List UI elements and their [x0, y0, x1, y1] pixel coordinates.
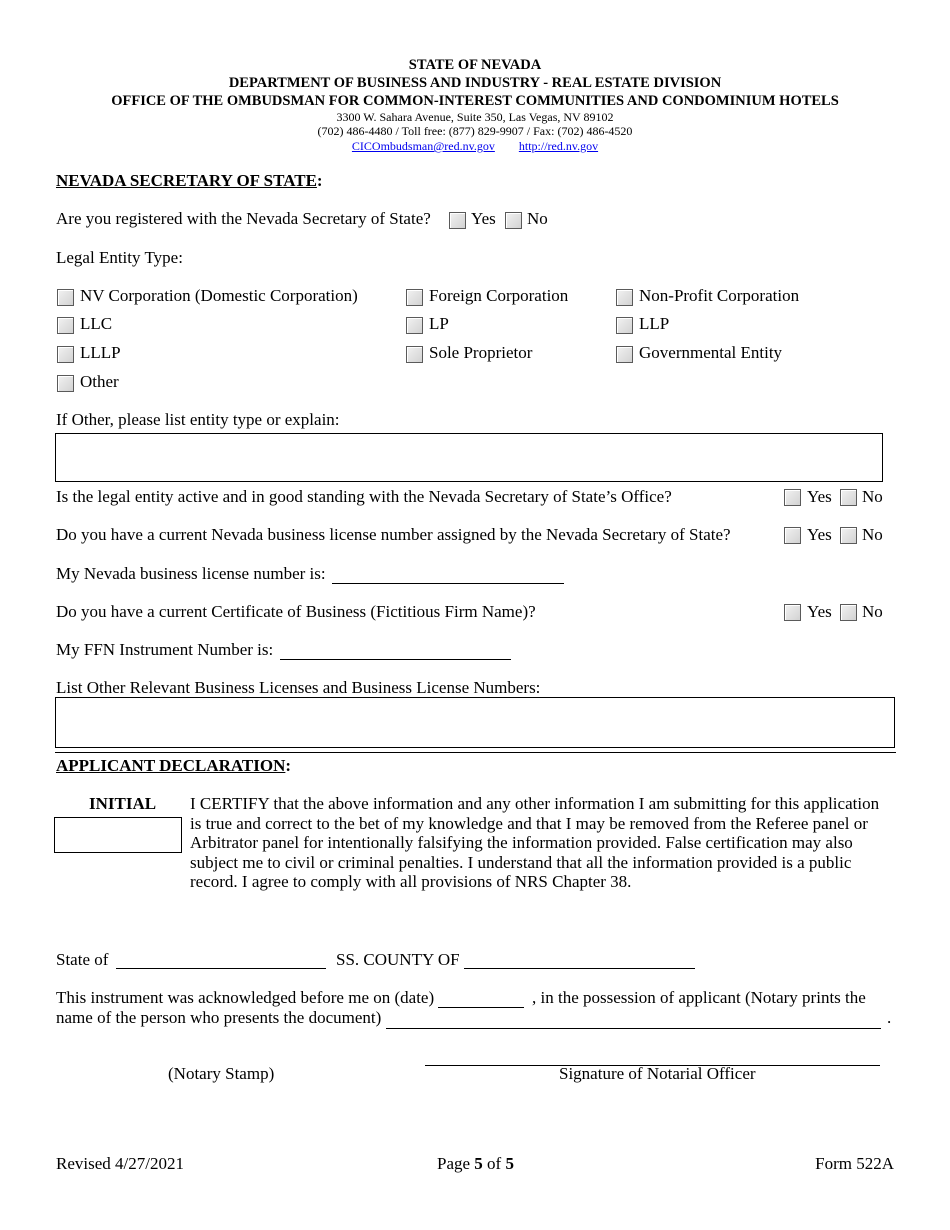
entity-other-checkbox[interactable]	[57, 375, 74, 392]
entity-governmental-label: Governmental Entity	[639, 343, 783, 362]
ffn-number-label: My FFN Instrument Number is:	[56, 640, 274, 659]
page-word: Page	[437, 1154, 471, 1173]
entity-non-profit-label: Non-Profit Corporation	[639, 286, 800, 305]
entity-nv-corporation-label: NV Corporation (Domestic Corporation)	[80, 286, 358, 305]
registered-yes-checkbox[interactable]	[449, 212, 466, 229]
license-no-checkbox[interactable]	[840, 527, 857, 544]
ffn-question: Do you have a current Certificate of Business (Fictitious Firm Name)?	[56, 602, 536, 621]
county-of-field[interactable]	[464, 968, 695, 969]
ack-text-2: , in the possession of applicant (Notary prints the	[532, 988, 866, 1007]
good-standing-no-checkbox[interactable]	[840, 489, 857, 506]
license-yes-label: Yes	[807, 525, 832, 544]
good-standing-no-label: No	[862, 487, 883, 506]
entity-llp-label: LLP	[639, 314, 670, 333]
entity-sole-proprietor-checkbox[interactable]	[406, 346, 423, 363]
header-phones: (702) 486-4480 / Toll free: (877) 829-9907 / Fax: (702) 486-4520	[317, 124, 633, 138]
ffn-yes-label: Yes	[807, 602, 832, 621]
registered-no-checkbox[interactable]	[505, 212, 522, 229]
header-state: STATE OF NEVADA	[408, 57, 542, 73]
entity-nv-corporation-checkbox[interactable]	[57, 289, 74, 306]
ack-date-field[interactable]	[438, 1007, 524, 1008]
entity-foreign-corporation-label: Foreign Corporation	[429, 286, 569, 305]
registered-no-label: No	[527, 209, 548, 228]
entity-lllp-checkbox[interactable]	[57, 346, 74, 363]
state-of-label: State of	[56, 950, 109, 969]
header-links	[0, 139, 950, 154]
sos-section-colon: :	[316, 171, 323, 190]
entity-governmental-checkbox[interactable]	[616, 346, 633, 363]
declaration-section-title	[56, 756, 291, 776]
page-indicator	[437, 1154, 514, 1174]
ffn-no-label: No	[862, 602, 883, 621]
sos-section-title	[56, 171, 323, 191]
initial-label: INITIAL	[89, 794, 157, 813]
license-number-field[interactable]	[332, 583, 564, 584]
license-question: Do you have a current Nevada business license number assigned by the Nevada Secretary of State?	[56, 525, 731, 544]
page-number: 5	[474, 1154, 483, 1173]
entity-llp-checkbox[interactable]	[616, 317, 633, 334]
registered-question: Are you registered with the Nevada Secretary of State?	[56, 209, 431, 228]
ffn-no-checkbox[interactable]	[840, 604, 857, 621]
initial-field[interactable]	[54, 817, 182, 853]
other-licenses-label: List Other Relevant Business Licenses and Business License Numbers:	[56, 678, 541, 697]
header-department: DEPARTMENT OF BUSINESS AND INDUSTRY - REAL ESTATE DIVISION	[228, 75, 722, 91]
signature-label: Signature of Notarial Officer	[559, 1064, 756, 1083]
good-standing-yes-checkbox[interactable]	[784, 489, 801, 506]
entity-sole-proprietor-label: Sole Proprietor	[429, 343, 533, 362]
ffn-number-field[interactable]	[280, 659, 511, 660]
license-yes-checkbox[interactable]	[784, 527, 801, 544]
declaration-section-heading: APPLICANT DECLARATION	[56, 756, 286, 775]
notary-stamp-label: (Notary Stamp)	[168, 1064, 275, 1083]
other-explain-label: If Other, please list entity type or explain:	[56, 410, 340, 429]
header-address: 3300 W. Sahara Avenue, Suite 350, Las Vegas, NV 89102	[336, 110, 614, 124]
entity-non-profit-checkbox[interactable]	[616, 289, 633, 306]
entity-type-label: Legal Entity Type:	[56, 248, 183, 267]
entity-foreign-corporation-checkbox[interactable]	[406, 289, 423, 306]
of-word: of	[487, 1154, 502, 1173]
header-office: OFFICE OF THE OMBUDSMAN FOR COMMON-INTEREST COMMUNITIES AND CONDOMINIUM HOTELS	[111, 93, 839, 109]
entity-llc-label: LLC	[80, 314, 113, 333]
state-of-field[interactable]	[116, 968, 326, 969]
good-standing-question: Is the legal entity active and in good standing with the Nevada Secretary of State’s Office?	[56, 487, 672, 506]
good-standing-yes-label: Yes	[807, 487, 832, 506]
ack-text-3: name of the person who presents the document)	[56, 1008, 382, 1027]
registered-yes-label: Yes	[471, 209, 496, 228]
website-link[interactable]: http://red.nv.gov	[518, 139, 599, 153]
section-divider	[55, 752, 896, 753]
entity-lp-label: LP	[429, 314, 449, 333]
entity-other-label: Other	[80, 372, 119, 391]
certify-paragraph: I CERTIFY that the above information and any other information I am submitting for this application is true and correct to the bet of my knowledge and that I may be removed from the Referee panel or Arbitrator panel for intentionally falsifying the information provided. False certification may also subject me to civil or criminal penalties. I understand that all the information provided is a public record. I agree to comply with all provisions of NRS Chapter 38.	[190, 794, 880, 892]
declaration-section-colon: :	[285, 756, 292, 775]
form-id: Form 522A	[815, 1154, 894, 1173]
other-explain-field[interactable]	[55, 433, 883, 482]
sos-section-heading: NEVADA SECRETARY OF STATE	[56, 171, 317, 190]
ack-period: .	[887, 1008, 892, 1027]
presenter-name-field[interactable]	[386, 1028, 881, 1029]
entity-llc-checkbox[interactable]	[57, 317, 74, 334]
license-number-label: My Nevada business license number is:	[56, 564, 326, 583]
entity-lp-checkbox[interactable]	[406, 317, 423, 334]
page-total: 5	[505, 1154, 514, 1173]
ffn-yes-checkbox[interactable]	[784, 604, 801, 621]
ack-text-1: This instrument was acknowledged before me on (date)	[56, 988, 435, 1007]
entity-lllp-label: LLLP	[80, 343, 121, 362]
county-of-label: SS. COUNTY OF	[336, 950, 460, 969]
other-licenses-field[interactable]	[55, 697, 895, 748]
email-link[interactable]: CICOmbudsman@red.nv.gov	[351, 139, 495, 153]
license-no-label: No	[862, 525, 883, 544]
revised-date: Revised 4/27/2021	[56, 1154, 184, 1173]
